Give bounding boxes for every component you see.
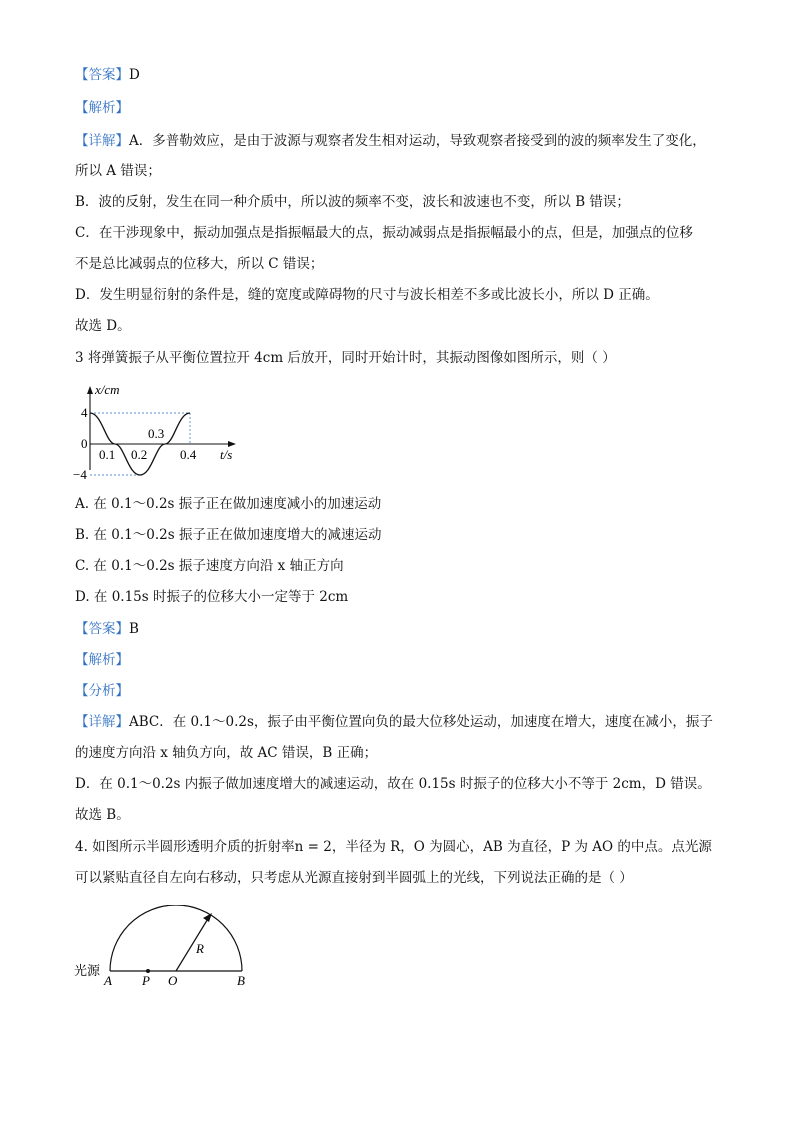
q2-detail-line-4: C．在干涉现象中，振动加强点是指振幅最大的点，振动减弱点是指振幅最小的点，但是，加强点的位移 <box>75 225 693 241</box>
q2-detail-line-5: 不是总比减弱点的位移大，所以 C 错误； <box>75 256 324 272</box>
q3-answer <box>75 620 139 638</box>
y-axis-arrow <box>87 386 93 394</box>
label-p: P <box>142 973 150 988</box>
q3-detail-line-4: 故选 B。 <box>75 807 130 823</box>
q3-vibration-graph <box>70 380 250 480</box>
radius-arrow <box>176 917 209 971</box>
q3-detail-line-1: 【详解】ABC．在 0.1～0.2s，振子由平衡位置向负的最大位移处运动，加速度在增大，速度在减小，振子 <box>75 714 713 730</box>
answer-label: 【答案】 <box>75 67 129 83</box>
q2-detail-line-7: 故选 D。 <box>75 318 131 334</box>
q2-detail-line-3: B．波的反射，发生在同一种介质中，所以波的频率不变，波长和波速也不变，所以 B 错误； <box>75 194 630 210</box>
radius-arrowhead <box>203 913 212 922</box>
q2-detail-line-1: 【详解】A．多普勒效应，是由于波源与观察者发生相对运动，导致观察者接受到的波的频率发生了变化， <box>75 133 706 149</box>
q3-analysis-label: 【解析】 <box>75 652 129 668</box>
q3-detail-line-2: 的速度方向沿 x 轴负方向，故 AC 错误，B 正确； <box>75 745 378 761</box>
answer-label: 【答案】 <box>75 621 129 637</box>
label-a: A <box>104 973 112 988</box>
q3-stem: 3 将弹簧振子从平衡位置拉开 4cm 后放开，同时开始计时，其振动图像如图所示，则（ ） <box>75 350 616 366</box>
y-tick-neg4: −4 <box>73 467 87 480</box>
q4-semicircle-figure <box>70 905 280 995</box>
x-tick-0.1: 0.1 <box>99 447 116 462</box>
label-b: B <box>237 973 245 988</box>
label-r: R <box>196 941 204 956</box>
detail-label: 【详解】 <box>75 133 129 149</box>
q2-detail-line-2: 所以 A 错误； <box>75 163 161 179</box>
q2-detail-line-6: D．发生明显衍射的条件是，缝的宽度或障碍物的尺寸与波长相差不多或比波长小，所以 D 正确。 <box>75 287 659 303</box>
q3-option-c: C. 在 0.1～0.2s 振子速度方向沿 x 轴正方向 <box>75 558 344 574</box>
x-tick-0.3: 0.3 <box>148 426 165 441</box>
x-tick-0.4: 0.4 <box>180 447 197 462</box>
q3-option-b: B. 在 0.1～0.2s 振子正在做加速度增大的减速运动 <box>75 527 382 543</box>
q3-option-d: D. 在 0.15s 时振子的位移大小一定等于 2cm <box>75 589 349 605</box>
detail-label: 【详解】 <box>75 714 129 730</box>
light-source-label: 光源 <box>74 964 101 979</box>
q3-fenxi-label: 【分析】 <box>75 683 129 699</box>
x-axis-label: t/s <box>220 447 233 462</box>
y-axis-label: x/cm <box>95 382 120 397</box>
q4-stem-line-2: 可以紧贴直径自左向右移动，只考虑从光源直接射到半圆弧上的光线，下列说法正确的是（ ） <box>75 870 633 886</box>
x-tick-0.2: 0.2 <box>131 447 148 462</box>
q3-detail-line-3: D．在 0.1～0.2s 内振子做加速度增大的减速运动，故在 0.15s 时振子的位移大小不等于 2cm，D 错误。 <box>75 776 711 792</box>
y-tick-4: 4 <box>81 405 88 420</box>
answer-value: D <box>129 67 140 83</box>
answer-value: B <box>129 621 139 637</box>
q4-stem-line-1: 4. 如图所示半圆形透明介质的折射率n = 2，半径为 R，O 为圆心，AB 为直径，P 为 AO 的中点。点光源 <box>75 839 712 855</box>
q3-option-a: A. 在 0.1～0.2s 振子正在做加速度减小的加速运动 <box>75 496 382 512</box>
q2-analysis-label: 【解析】 <box>75 100 129 116</box>
y-tick-0: 0 <box>81 436 88 451</box>
label-o: O <box>168 973 178 988</box>
semicircle-arc <box>110 905 242 971</box>
q2-answer <box>75 66 140 84</box>
